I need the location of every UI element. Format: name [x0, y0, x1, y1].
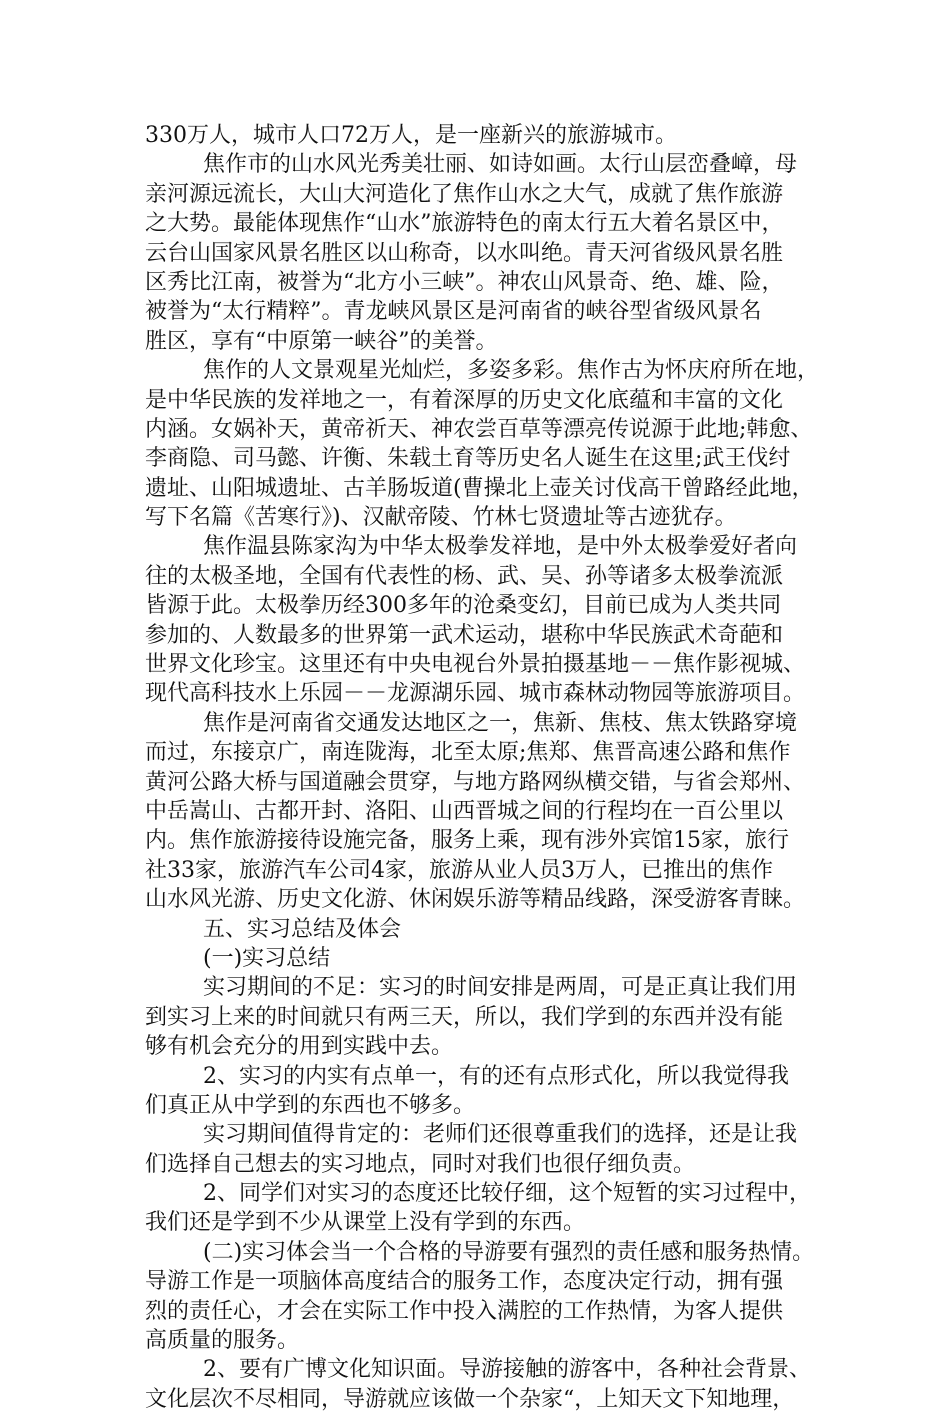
paragraph-start-line: 实习期间值得肯定的：老师们还很尊重我们的选择，还是让我 — [203, 1122, 798, 1148]
subsection-heading: (一)实习总结 — [203, 945, 331, 971]
text-line: 之大势。最能体现焦作“山水”旅游特色的南太行五大着名景区中， — [145, 211, 784, 237]
text-line: 世界文化珍宝。这里还有中央电视台外景拍摄基地－－焦作影视城、 — [145, 652, 806, 678]
text-line: 山水风光游、历史文化游、休闲娱乐游等精品线路，深受游客青睐。 — [145, 887, 806, 913]
paragraph-start-line: 2、实习的内实有点单一，有的还有点形式化，所以我觉得我 — [203, 1063, 789, 1089]
text-line: 社33家，旅游汽车公司4家，旅游从业人员3万人，已推出的焦作 — [145, 857, 773, 883]
text-line: 写下名篇《苦寒行》)、汉献帝陵、竹林七贤遗址等古迹犹存。 — [145, 505, 737, 531]
text-line: 内涵。女娲补天，黄帝祈天、神农尝百草等漂亮传说源于此地;韩愈、 — [145, 416, 813, 442]
section-heading: 五、实习总结及体会 — [203, 916, 402, 942]
text-line: 是中华民族的发祥地之一，有着深厚的历史文化底蕴和丰富的文化 — [145, 387, 784, 413]
text-line: 遗址、山阳城遗址、古羊肠坂道(曹操北上壶关讨伐高干曾路经此地， — [145, 475, 814, 501]
paragraph-start-line: 焦作的人文景观星光灿烂，多姿多彩。焦作古为怀庆府所在地， — [203, 358, 820, 384]
paragraph-start-line: 2、要有广博文化知识面。导游接触的游客中，各种社会背景、 — [203, 1357, 811, 1383]
text-line: 够有机会充分的用到实践中去。 — [145, 1034, 454, 1060]
text-line: 烈的责任心，才会在实际工作中投入满腔的工作热情，为客人提供 — [145, 1298, 784, 1324]
text-line: 往的太极圣地，全国有代表性的杨、武、吴、孙等诸多太极拳流派 — [145, 563, 784, 589]
text-line: 参加的、人数最多的世界第一武术运动，堪称中华民族武术奇葩和 — [145, 622, 784, 648]
text-line: 云台山国家风景名胜区以山称奇，以水叫绝。青天河省级风景名胜 — [145, 240, 784, 266]
text-line: 亲河源远流长，大山大河造化了焦作山水之大气，成就了焦作旅游 — [145, 181, 784, 207]
document-body — [145, 121, 825, 1414]
text-line: 高质量的服务。 — [145, 1328, 300, 1354]
text-line: 们选择自己想去的实习地点，同时对我们也很仔细负责。 — [145, 1151, 696, 1177]
text-line: 胜区，享有“中原第一峡谷”的美誉。 — [145, 328, 498, 354]
text-line: 被誉为“太行精粹”。青龙峡风景区是河南省的峡谷型省级风景名 — [145, 299, 762, 325]
paragraph-start-line: 焦作市的山水风光秀美壮丽、如诗如画。太行山层峦叠嶂，母 — [203, 152, 798, 178]
text-line: 文化层次不尽相同，导游就应该做一个杂家“，上知天文下知地理， — [145, 1386, 795, 1412]
text-line: 到实习上来的时间就只有两三天，所以，我们学到的东西并没有能 — [145, 1004, 784, 1030]
text-line: 我们还是学到不少从课堂上没有学到的东西。 — [145, 1210, 586, 1236]
paragraph-start-line: 2、同学们对实习的态度还比较仔细，这个短暂的实习过程中， — [203, 1181, 811, 1207]
text-line: 黄河公路大桥与国道融会贯穿，与地方路网纵横交错，与省会郑州、 — [145, 769, 806, 795]
text-line: 们真正从中学到的东西也不够多。 — [145, 1092, 476, 1118]
text-line: 导游工作是一项脑体高度结合的服务工作，态度决定行动，拥有强 — [145, 1269, 784, 1295]
text-line: 李商隐、司马懿、许衡、朱载土育等历史名人诞生在这里;武王伐纣 — [145, 446, 791, 472]
text-line: 中岳嵩山、古都开封、洛阳、山西晋城之间的行程均在一百公里以 — [145, 798, 784, 824]
paragraph-start-line: (二)实习体会当一个合格的导游要有强烈的责任感和服务热情。 — [203, 1239, 815, 1265]
text-line: 330万人，城市人口72万人，是一座新兴的旅游城市。 — [145, 123, 677, 148]
paragraph-start-line: 焦作温县陈家沟为中华太极拳发祥地，是中外太极拳爱好者向 — [203, 534, 798, 560]
text-line: 内。焦作旅游接待设施完备，服务上乘，现有涉外宾馆15家，旅行 — [145, 828, 789, 854]
text-line: 皆源于此。太极拳历经300多年的沧桑变幻，目前已成为人类共同 — [145, 593, 781, 619]
text-line: 区秀比江南，被誉为“北方小三峡”。神农山风景奇、绝、雄、险， — [145, 269, 784, 295]
text-line: 而过，东接京广，南连陇海，北至太原;焦郑、焦晋高速公路和焦作 — [145, 740, 791, 766]
paragraph-start-line: 实习期间的不足：实习的时间安排是两周，可是正真让我们用 — [203, 975, 798, 1001]
paragraph-start-line: 焦作是河南省交通发达地区之一，焦新、焦枝、焦太铁路穿境 — [203, 710, 798, 736]
text-line: 现代高科技水上乐园－－龙源湖乐园、城市森林动物园等旅游项目。 — [145, 681, 806, 707]
